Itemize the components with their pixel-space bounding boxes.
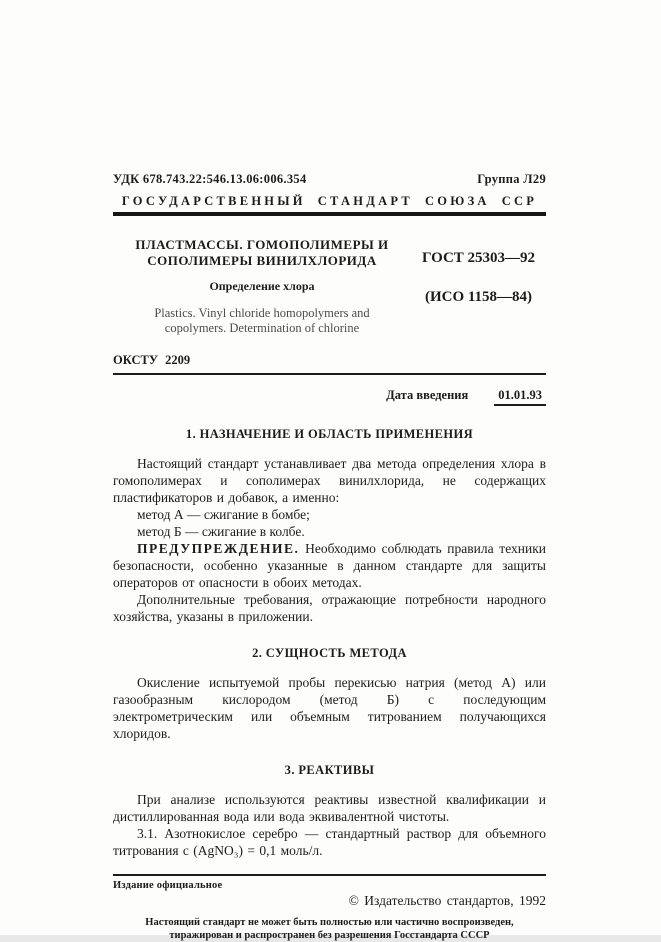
- warning-label: ПРЕДУПРЕЖДЕНИЕ.: [137, 541, 300, 556]
- okstu-code: ОКСТУ 2209: [113, 353, 191, 367]
- iso-number: (ИСО 1158—84): [424, 289, 533, 305]
- title-en-line1: Plastics. Vinyl chloride homopolymers and: [154, 306, 370, 320]
- additional-requirements-paragraph: Дополнительные требования, отражающие потребности народного хозяйства, указаны в приложении.: [113, 592, 546, 624]
- section-1-heading: 1. НАЗНАЧЕНИЕ И ОБЛАСТЬ ПРИМЕНЕНИЯ: [185, 427, 474, 441]
- header-rule: [113, 212, 546, 216]
- section-2-heading: 2. СУЩНОСТЬ МЕТОДА: [252, 646, 407, 660]
- document-subtitle-ru: Определение хлора: [209, 279, 315, 293]
- document-title-en: [113, 306, 411, 336]
- classification-row: [113, 172, 546, 187]
- section-3-body-paragraph: При анализе используются реактивы известной квалификации и дистиллированная вода или вода эквивалентной чистоты.: [113, 792, 546, 824]
- warning-paragraph: [113, 540, 546, 591]
- effective-date-label: Дата введения: [386, 388, 469, 402]
- method-b-line: метод Б — сжигание в колбе.: [137, 524, 305, 539]
- method-a-line: метод А — сжигание в бомбе;: [137, 507, 310, 522]
- edition-note: Издание официальное: [113, 880, 223, 891]
- title-ru-line1: ПЛАСТМАССЫ. ГОМОПОЛИМЕРЫ И: [135, 237, 389, 252]
- page-content: [113, 172, 546, 942]
- warning-text: Необходимо соблюдать правила техники безопасности, особенно указанные в данном стандарте для защиты операторов от опасности в обоих методах.: [113, 541, 546, 590]
- title-right-column: [411, 237, 546, 336]
- state-standard-heading: ГОСУДАРСТВЕННЫЙ СТАНДАРТ СОЮЗА ССР: [121, 194, 538, 208]
- effective-date-row: [113, 388, 546, 406]
- clause-3-1-paragraph: 3.1. Азотнокислое серебро — стандартный раствор для объемного титрования с (AgNO₃) = 0,1 моль/л.: [113, 826, 546, 858]
- restriction-note-line2: тиражирован и распространен без разрешения Госстандарта СССР: [169, 930, 490, 941]
- restriction-note: [113, 916, 546, 942]
- title-en-line2: copolymers. Determination of chlorine: [164, 321, 360, 335]
- footer-rule: [113, 874, 546, 876]
- title-block: [113, 237, 546, 336]
- title-left-column: [113, 237, 411, 336]
- group-code: Группа Л29: [477, 172, 546, 186]
- section-3-heading: 3. РЕАКТИВЫ: [284, 763, 375, 777]
- gost-number: ГОСТ 25303—92: [421, 250, 536, 266]
- document-title-ru: [113, 237, 411, 269]
- effective-date-value: 01.01.93: [494, 388, 546, 406]
- section-1-intro-paragraph: Настоящий стандарт устанавливает два метода определения хлора в гомополимерах и сополимерах винилхлорида, не содержащих пластификаторов и добавок, а именно:: [113, 456, 546, 505]
- copyright-notice: © Издательство стандартов, 1992: [348, 893, 546, 908]
- section-2-body-paragraph: Окисление испытуемой пробы перекисью натрия (метод А) или газообразным кислородом (метод Б) с последующим электрометрическим или объемным титрованием получающихся хлоридов.: [113, 675, 546, 741]
- title-ru-line2: СОПОЛИМЕРЫ ВИНИЛХЛОРИДА: [147, 253, 377, 268]
- restriction-note-line1: Настоящий стандарт не может быть полностью или частично воспроизведен,: [145, 917, 514, 928]
- okstu-rule: [113, 373, 546, 375]
- udk-code: УДК 678.743.22:546.13.06:006.354: [113, 172, 307, 186]
